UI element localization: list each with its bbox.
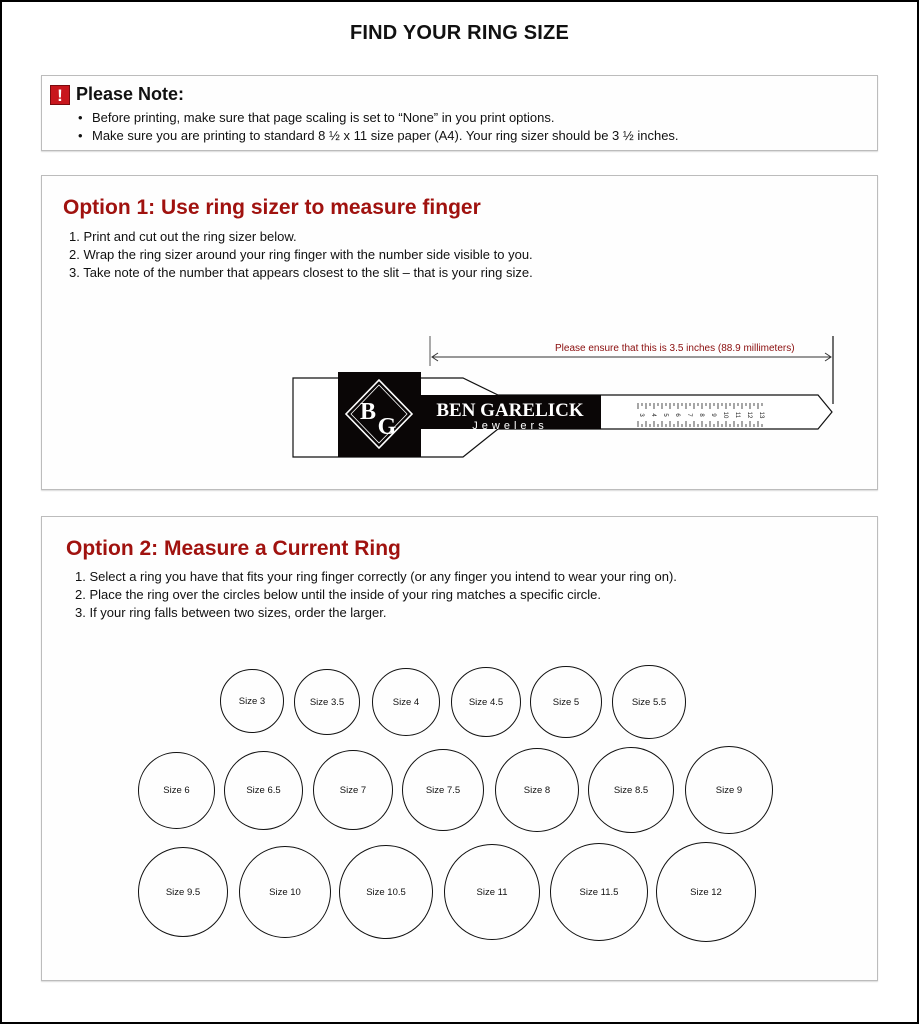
svg-text:4: 4 — [650, 413, 656, 417]
size-circle: Size 4 — [372, 668, 440, 736]
step-item: 2. Place the ring over the circles below until the inside of your ring matches a specific circle. — [75, 587, 602, 602]
step-item: 1. Print and cut out the ring sizer below. — [69, 229, 297, 244]
svg-text:7: 7 — [686, 413, 692, 417]
measure-label: Please ensure that this is 3.5 inches (88.9 millimeters) — [555, 343, 795, 354]
brand-monogram-b: B — [359, 399, 377, 425]
warning-icon: ! — [50, 85, 70, 105]
size-circle: Size 3 — [220, 669, 284, 733]
note-panel — [41, 75, 878, 151]
brand-monogram-g: G — [377, 414, 397, 440]
note-item-text: Make sure you are printing to standard 8 ½ x 11 size paper (A4). Your ring sizer should be 3 ½ inches. — [92, 128, 679, 143]
option2-steps — [75, 568, 677, 622]
size-circle: Size 7 — [313, 750, 393, 830]
svg-text:10: 10 — [722, 411, 728, 419]
size-circle: Size 3.5 — [294, 669, 360, 735]
option1-title: Option 1: Use ring sizer to measure finger — [63, 196, 481, 219]
size-circle: Size 6.5 — [224, 751, 303, 830]
brand-sub: Jewelers — [472, 420, 548, 432]
size-circle: Size 5.5 — [612, 665, 686, 739]
note-header — [50, 84, 184, 105]
note-list — [78, 109, 679, 145]
step-item: 1. Select a ring you have that fits your ring finger correctly (or any finger you intend to wear your ring on). — [75, 569, 677, 584]
option2-panel — [41, 516, 878, 981]
size-circle: Size 9 — [685, 746, 773, 834]
note-item-text: Before printing, make sure that page scaling is set to “None” in you print options. — [92, 110, 555, 125]
size-circle: Size 10.5 — [339, 845, 433, 939]
size-circle: Size 4.5 — [451, 667, 521, 737]
size-circle: Size 9.5 — [138, 847, 228, 937]
svg-text:12: 12 — [746, 411, 752, 419]
svg-text:11: 11 — [734, 411, 740, 419]
page-title: FIND YOUR RING SIZE — [349, 22, 569, 44]
note-item — [78, 127, 679, 145]
size-circle: Size 12 — [656, 842, 756, 942]
note-item — [78, 109, 679, 127]
svg-text:3: 3 — [638, 413, 644, 417]
size-circle: Size 5 — [530, 666, 602, 738]
size-circle: Size 7.5 — [402, 749, 484, 831]
note-title: Please Note: — [76, 84, 185, 104]
size-circle: Size 10 — [239, 846, 331, 938]
size-circle: Size 11 — [444, 844, 540, 940]
size-circle: Size 8.5 — [588, 747, 674, 833]
option2-title: Option 2: Measure a Current Ring — [66, 537, 401, 560]
size-circle: Size 6 — [138, 752, 215, 829]
step-item: 3. Take note of the number that appears closest to the slit – that is your ring size. — [69, 265, 533, 280]
svg-text:13: 13 — [758, 411, 764, 419]
size-circle: Size 11.5 — [550, 843, 648, 941]
ring-sizer-strip — [42, 176, 879, 491]
svg-text:9: 9 — [710, 413, 716, 417]
step-item: 3. If your ring falls between two sizes, order the larger. — [75, 605, 387, 620]
step-item: 2. Wrap the ring sizer around your ring finger with the number side visible to you. — [69, 247, 533, 262]
size-circle: Size 8 — [495, 748, 579, 832]
brand-name: BEN GARELICK — [436, 400, 584, 421]
svg-text:6: 6 — [674, 413, 680, 417]
svg-text:5: 5 — [662, 413, 668, 417]
svg-text:8: 8 — [698, 413, 704, 417]
option1-panel — [41, 175, 878, 490]
